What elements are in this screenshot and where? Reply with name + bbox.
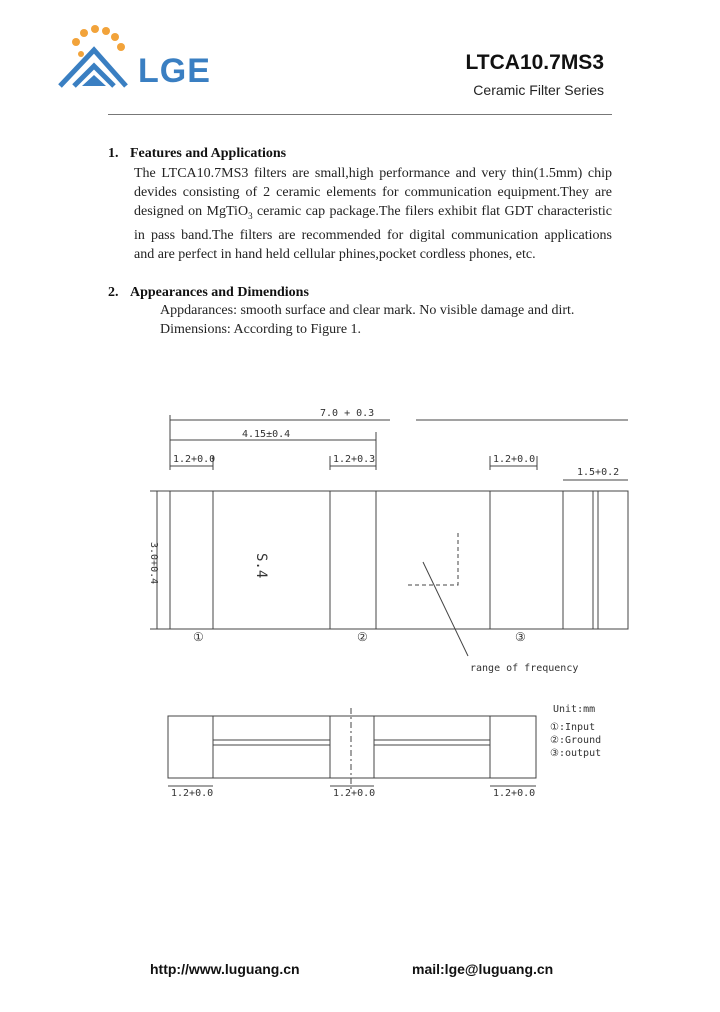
pin-3-label: ③: [515, 630, 526, 644]
section1-title: Features and Applications: [130, 146, 287, 161]
range-note-label: range of frequency: [470, 663, 579, 674]
footer-email[interactable]: mail:lge@luguang.cn: [412, 961, 554, 977]
section1-heading: [108, 146, 286, 162]
brand-name: LGE: [138, 52, 211, 90]
figure-1-diagram: [0, 390, 720, 810]
section2-title: Appearances and Dimendions: [130, 285, 309, 300]
dim-bottom-mid-label: 1.2+0.0: [333, 788, 376, 799]
dim-center-label: 4.15±0.4: [242, 429, 291, 440]
section1-body-text-cont: ceramic cap package.The filers exhibit flat GDT characteristic in pass band.The filters are recommended for digital communication applications and are perfect in hand held cellular phines,pocket cordless phones, etc.: [134, 204, 612, 262]
dim-left-top-label: 1.2+0.0: [173, 454, 216, 465]
section2-number: 2.: [108, 285, 119, 300]
legend-input: ①:Input: [550, 722, 596, 733]
header-divider: [108, 114, 612, 115]
marking-region: [405, 533, 458, 585]
dim-mid-top-label: 1.2+0.3: [333, 454, 376, 465]
section1-body-text: The LTCA10.7MS3 filters are small,high performance and very thin(1.5mm) chip devides consisting of 2 ceramic elements for communication equipment.They are designed on MgTiO: [134, 166, 612, 219]
pin-1-label: ①: [193, 630, 204, 644]
model-number: LTCA10.7MS3: [465, 51, 604, 74]
section1-body: [134, 164, 612, 264]
bottom-view: [168, 716, 536, 778]
dimensions-line: Dimensions: According to Figure 1.: [160, 322, 362, 337]
appearance-line: Appdarances: smooth surface and clear mark. No visible damage and dirt.: [160, 303, 575, 318]
product-series: Ceramic Filter Series: [473, 82, 604, 98]
legend-ground: ②:Ground: [550, 735, 602, 746]
dim-bottom-left-label: 1.2+0.0: [171, 788, 214, 799]
dim-bottom-right-label: 1.2+0.0: [493, 788, 536, 799]
dim-total-label: 7.0 + 0.3: [320, 408, 375, 419]
footer-website[interactable]: http://www.luguang.cn: [150, 961, 300, 977]
side-view: [563, 491, 628, 629]
section2-heading: [108, 285, 309, 301]
unit-label: Unit:mm: [553, 704, 596, 715]
pin-2-label: ②: [357, 630, 368, 644]
legend-output: ③:output: [550, 748, 602, 759]
dim-right-top-label: 1.2+0.0: [493, 454, 536, 465]
section1-number: 1.: [108, 146, 119, 161]
marking-label: S.4: [253, 553, 269, 579]
range-leader: [423, 562, 468, 656]
section1-subscript: 3: [248, 210, 253, 221]
lge-logo-icon: [54, 20, 136, 96]
dim-height-label: 3.0+0.4: [148, 542, 159, 585]
dim-thickness-label: 1.5+0.2: [577, 467, 620, 478]
